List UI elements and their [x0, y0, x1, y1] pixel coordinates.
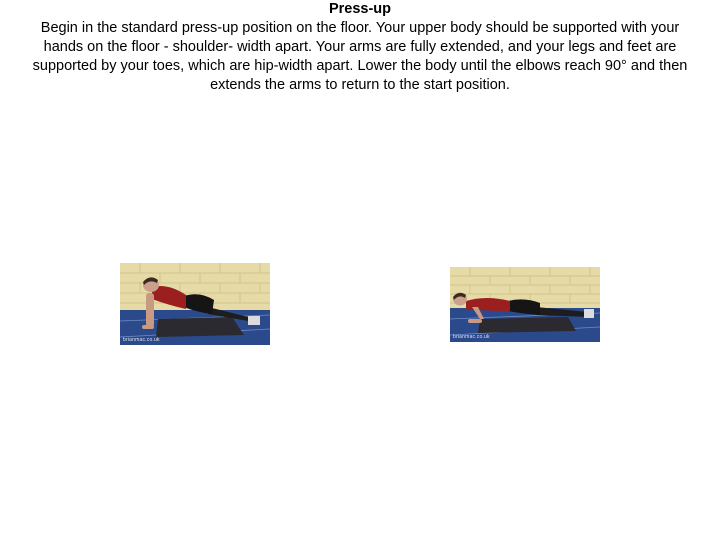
press-up-lowered-photo [450, 267, 600, 342]
press-up-start-photo [120, 263, 270, 345]
header [30, 1, 690, 95]
exercise-description: Begin in the standard press-up position on the floor. Your upper body should be supported with your hands on the floor - shoulder- width apart. Your arms are fully extended, and your legs and feet are supported by your toes, which are hip-width apart. Lower the body until the elbows reach 90° and then extends the arms to return to the start position. [32, 20, 688, 93]
page-title: Press-up [328, 1, 392, 17]
image-watermark: brianmac.co.uk [453, 334, 490, 340]
image-watermark: brianmac.co.uk [123, 337, 160, 343]
